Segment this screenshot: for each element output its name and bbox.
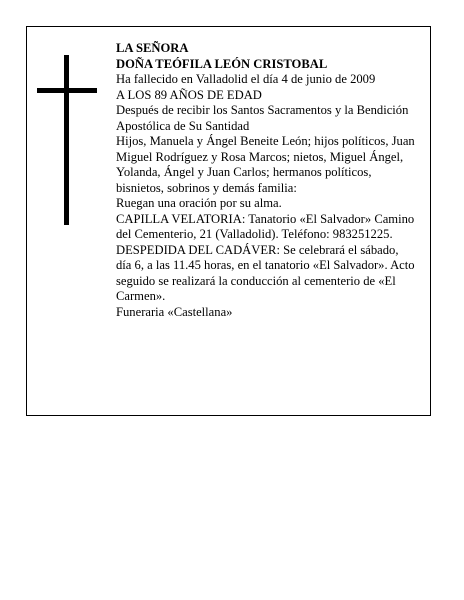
family-list: Hijos, Manuela y Ángel Beneite León; hijos políticos, Juan Miguel Rodríguez y Rosa Marcos; nietos, Miguel Ángel, Yolanda, Ángel y Juan Carlos; hermanos políticos, bisnietos, sobrinos y demás familia: <box>116 134 415 195</box>
cross-horizontal-bar <box>37 88 97 93</box>
death-statement: Ha fallecido en Valladolid el día 4 de junio de 2009 <box>116 72 376 86</box>
sacraments-statement: Después de recibir los Santos Sacramentos y la Bendición Apostólica de Su Santidad <box>116 103 409 133</box>
age-statement: A LOS 89 AÑOS DE EDAD <box>116 87 262 102</box>
prayer-request: Ruegan una oración por su alma. <box>116 196 282 210</box>
cross-icon <box>37 55 97 225</box>
deceased-name: DOÑA TEÓFILA LEÓN CRISTOBAL <box>116 56 328 71</box>
title-la-senora: LA SEÑORA <box>116 41 189 55</box>
farewell-info: DESPEDIDA DEL CADÁVER: Se celebrará el sábado, día 6, a las 11.45 horas, en el tanatorio «El Salvador». Acto seguido se realizará la conducción al cementerio de «El Carmen». <box>116 242 415 303</box>
cross-vertical-bar <box>64 55 69 225</box>
funeral-home: Funeraria «Castellana» <box>116 304 233 319</box>
chapel-info: CAPILLA VELATORIA: Tanatorio «El Salvador» Camino del Cementerio, 21 (Valladolid). Teléfono: 983251225. <box>116 211 415 241</box>
obituary-notice <box>26 26 431 416</box>
obituary-text <box>116 41 416 320</box>
